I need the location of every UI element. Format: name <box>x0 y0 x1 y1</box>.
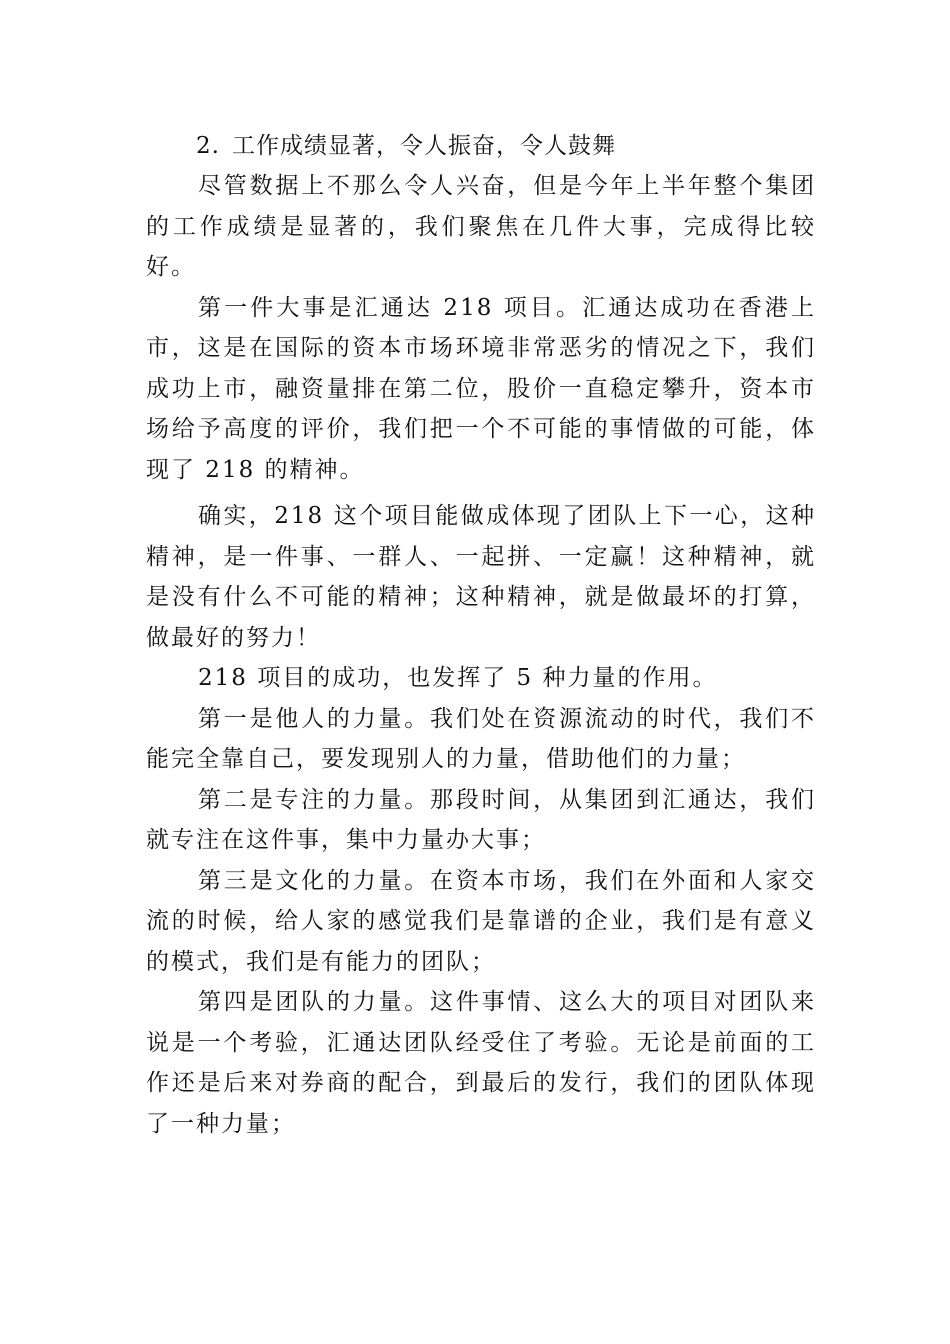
section-number: 2. <box>196 133 220 159</box>
paragraph-3: 确实，218 这个项目能做成体现了团队上下一心，这种精神，是一件事、一群人、一起拼、一定赢！这种精神，就是没有什么不可能的精神；这种精神，就是做最坏的打算， 做最好的努力！ <box>146 503 816 651</box>
section-title: 工作成绩显著，令人振奋，令人鼓舞 <box>232 133 616 159</box>
document-page <box>146 126 816 1144</box>
paragraph-6: 第二是专注的力量。那段时间，从集团到汇通达，我们就专注在这件事，集中力量办大事； <box>146 786 816 853</box>
paragraph-2: 第一件大事是汇通达 218 项目。汇通达成功在香港上市，这是在国际的资本市场环境非常恶劣的情况之下，我们成功上市，融资量排在第二位，股价一直稳定攀升，资本市场给予高度的评价，我们把一个不可能的事情做的可能，体现了 218 的精神。 <box>146 294 816 483</box>
paragraph-7: 第三是文化的力量。在资本市场，我们在外面和人家交流的时候，给人家的感觉我们是靠谱的企业，我们是有意义的模式，我们是有能力的团队； <box>146 867 816 975</box>
paragraph-8: 第四是团队的力量。这件事情、这么大的项目对团队来说是一个考验，汇通达团队经受住了考验。无论是前面的工作还是后来对券商的配合，到最后的发行，我们的团队体现了一种力量； <box>146 989 816 1137</box>
paragraph-5: 第一是他人的力量。我们处在资源流动的时代，我们不能完全靠自己，要发现别人的力量，借助他们的力量； <box>146 705 816 772</box>
paragraph-1: 尽管数据上不那么令人兴奋，但是今年上半年整个集团的工作成绩是显著的，我们聚焦在几件大事，完成得比较好。 <box>146 173 816 280</box>
section-heading <box>146 126 816 166</box>
paragraph-4: 218 项目的成功，也发挥了 5 种力量的作用。 <box>198 665 718 691</box>
